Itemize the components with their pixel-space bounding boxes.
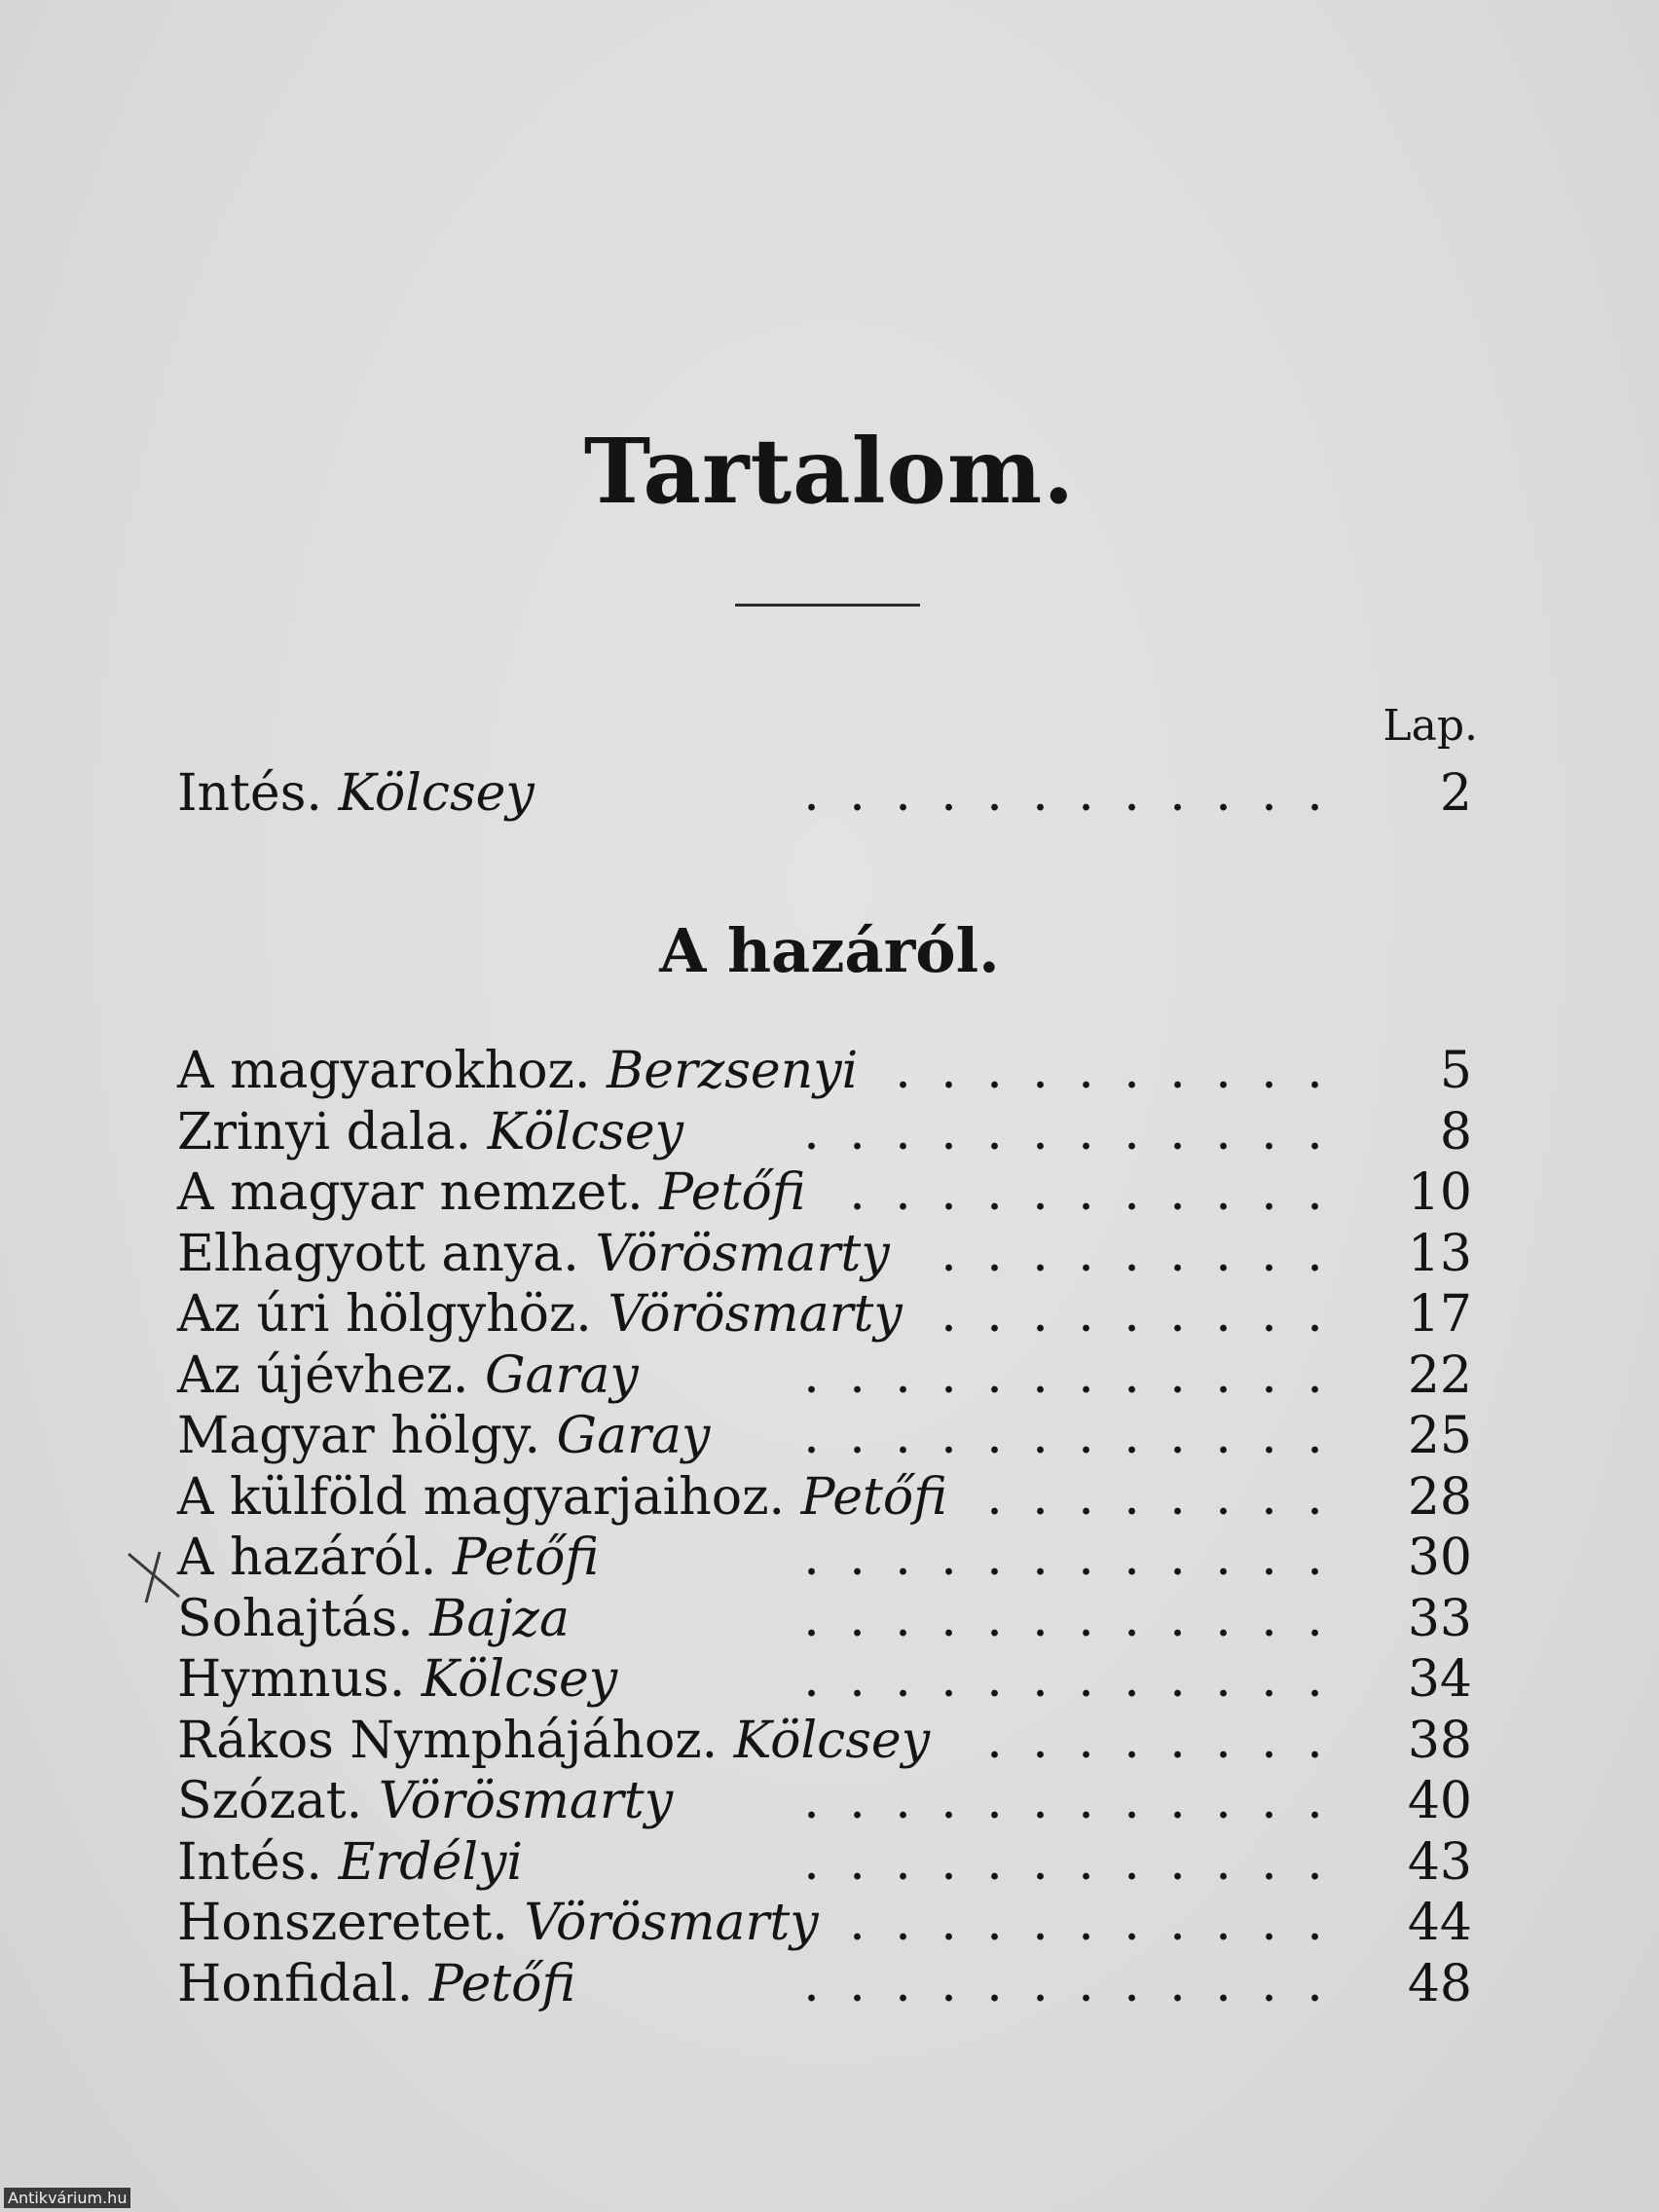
toc-entry-title: A külföld magyarjaihoz.: [177, 1467, 786, 1527]
toc-entry-title: Az úri hölgyhöz.: [177, 1285, 592, 1344]
dot-leader: . . . . . . . . . .: [895, 1042, 1323, 1100]
toc-entry-text: [177, 1103, 683, 1161]
toc-entry-page: 34: [1407, 1650, 1472, 1709]
toc-entry-author: Petőfi: [428, 1954, 576, 2013]
dot-leader: . . . . . . . . . . . .: [803, 1529, 1323, 1587]
toc-entry-page: 28: [1407, 1467, 1472, 1527]
site-watermark: Antikvárium.hu: [4, 2188, 130, 2208]
toc-entry-text: [177, 1285, 903, 1344]
dot-leader: . . . . . . . .: [986, 1467, 1323, 1527]
toc-entry-page: 2: [1439, 764, 1472, 823]
toc-entry-author: Garay: [484, 1346, 639, 1405]
dot-leader: . . . . . . . . . . .: [849, 1163, 1323, 1222]
toc-entry-page: 30: [1407, 1529, 1472, 1587]
dot-leader: . . . . . . . . . . . .: [803, 764, 1323, 823]
toc-entry-text: [177, 1163, 805, 1222]
toc-entry-title: A magyar nemzet.: [177, 1163, 644, 1222]
toc-entry-page: 44: [1407, 1894, 1472, 1952]
toc-entry-text: [177, 1225, 890, 1283]
dot-leader: . . . . . . . . . . . .: [803, 1954, 1323, 2013]
toc-entry: [177, 1833, 1472, 1892]
toc-entry: [177, 1042, 1472, 1100]
dot-leader: . . . . . . . . . . . .: [803, 1346, 1323, 1405]
page-column-header: Lap.: [1382, 701, 1478, 751]
toc-entry-author: Kölcsey: [338, 764, 535, 823]
dot-leader: . . . . . . . . . . . .: [803, 1832, 1323, 1892]
toc-entry-text: [177, 1894, 819, 1952]
toc-entry-page: 33: [1407, 1589, 1472, 1648]
dot-leader: . . . . . . . . . . . .: [803, 1650, 1323, 1709]
toc-entry-title: Honfidal.: [177, 1954, 414, 2013]
toc-entry-page: 40: [1407, 1772, 1472, 1830]
toc-entry: [177, 1529, 1472, 1587]
toc-entry: [177, 1103, 1472, 1161]
toc-entry: [177, 1346, 1472, 1405]
page-title: Tartalom.: [583, 419, 1076, 524]
toc-entry-title: Elhagyott anya.: [177, 1224, 579, 1283]
toc-entry-title: A magyarokhoz.: [177, 1042, 591, 1100]
toc-entry-title: Hymnus.: [177, 1650, 406, 1709]
dot-leader: . . . . . . . . . . . .: [803, 1407, 1323, 1465]
toc-entry-author: Erdélyi: [338, 1832, 523, 1892]
toc-entry-text: [177, 1346, 639, 1405]
toc-entry-author: Vörösmarty: [608, 1285, 903, 1344]
toc-entry: [177, 1712, 1472, 1770]
toc-entry-title: Honszeretet.: [177, 1894, 508, 1952]
dot-leader: . . . . . . . . .: [940, 1224, 1323, 1283]
toc-entry-text: [177, 1833, 523, 1892]
toc-entry-author: Vörösmarty: [524, 1894, 819, 1952]
toc-entry-page: 43: [1407, 1832, 1472, 1892]
dot-leader: . . . . . . . . .: [940, 1285, 1323, 1344]
pencil-x-mark: [125, 1546, 183, 1604]
toc-entry-text: [177, 1529, 599, 1587]
toc-entry-title: Magyar hölgy.: [177, 1407, 541, 1465]
toc-entry-author: Kölcsey: [733, 1711, 931, 1770]
toc-entry-text: [177, 1955, 575, 2013]
toc-entry-text: [177, 764, 535, 823]
toc-entry-author: Kölcsey: [487, 1102, 683, 1161]
toc-entry-title: Rákos Nymphájához.: [177, 1711, 719, 1770]
toc-entry-title: Intés.: [177, 764, 322, 823]
toc-entry-page: 17: [1407, 1285, 1472, 1344]
toc-entry-page: 13: [1407, 1224, 1472, 1283]
title-divider: [735, 604, 920, 607]
toc-entry-page: 10: [1407, 1163, 1472, 1222]
dot-leader: . . . . . . . . . . . .: [803, 1102, 1323, 1161]
dot-leader: . . . . . . . . . . . .: [803, 1589, 1323, 1648]
toc-entry-author: Petőfi: [452, 1529, 600, 1587]
toc-entry-author: Vörösmarty: [595, 1224, 890, 1283]
toc-entry-title: Az újévhez.: [177, 1346, 469, 1405]
dot-leader: . . . . . . . .: [986, 1711, 1323, 1770]
toc-entry-author: Petőfi: [800, 1467, 947, 1527]
section-heading: A hazáról.: [659, 915, 1000, 986]
toc-entry-text: [177, 1407, 710, 1465]
toc-entry-text: [177, 1650, 617, 1709]
toc-entry-text: [177, 1590, 570, 1648]
toc-entry: [177, 1955, 1472, 2013]
toc-entry: [177, 1407, 1472, 1465]
toc-entry: [177, 1650, 1472, 1709]
toc-entry-author: Vörösmarty: [378, 1772, 674, 1830]
toc-entry-page: 8: [1439, 1102, 1472, 1161]
toc-entry-intro: [177, 764, 1472, 823]
toc-entry-page: 38: [1407, 1711, 1472, 1770]
toc-entry: [177, 1468, 1472, 1527]
toc-entry: [177, 1285, 1472, 1344]
toc-entry-text: [177, 1712, 930, 1770]
toc-entry: [177, 1772, 1472, 1830]
toc-entry-page: 48: [1407, 1954, 1472, 2013]
toc-entry-title: Szózat.: [177, 1772, 363, 1830]
toc-entry-title: Sohajtás.: [177, 1589, 414, 1648]
toc-entry-author: Berzsenyi: [607, 1042, 859, 1100]
toc-entry: [177, 1590, 1472, 1648]
toc-entry-text: [177, 1772, 673, 1830]
dot-leader: . . . . . . . . . . . .: [803, 1772, 1323, 1830]
toc-entry: [177, 1894, 1472, 1952]
toc-entry-page: 5: [1439, 1042, 1472, 1100]
toc-entry: [177, 1163, 1472, 1222]
toc-entry-author: Petőfi: [659, 1163, 806, 1222]
toc-entry-author: Bajza: [429, 1589, 570, 1648]
toc-entry-title: Intés.: [177, 1832, 322, 1892]
toc-entry-author: Garay: [556, 1407, 711, 1465]
toc-entry-author: Kölcsey: [421, 1650, 618, 1709]
toc-entry-text: [177, 1468, 947, 1527]
toc-entry: [177, 1225, 1472, 1283]
toc-entry-page: 22: [1407, 1346, 1472, 1405]
toc-entry-title: Zrinyi dala.: [177, 1102, 472, 1161]
dot-leader: . . . . . . . . . . .: [849, 1894, 1323, 1952]
toc-entry-page: 25: [1407, 1407, 1472, 1465]
toc-entry-text: [177, 1042, 858, 1100]
toc-entry-title: A hazáról.: [177, 1529, 437, 1587]
